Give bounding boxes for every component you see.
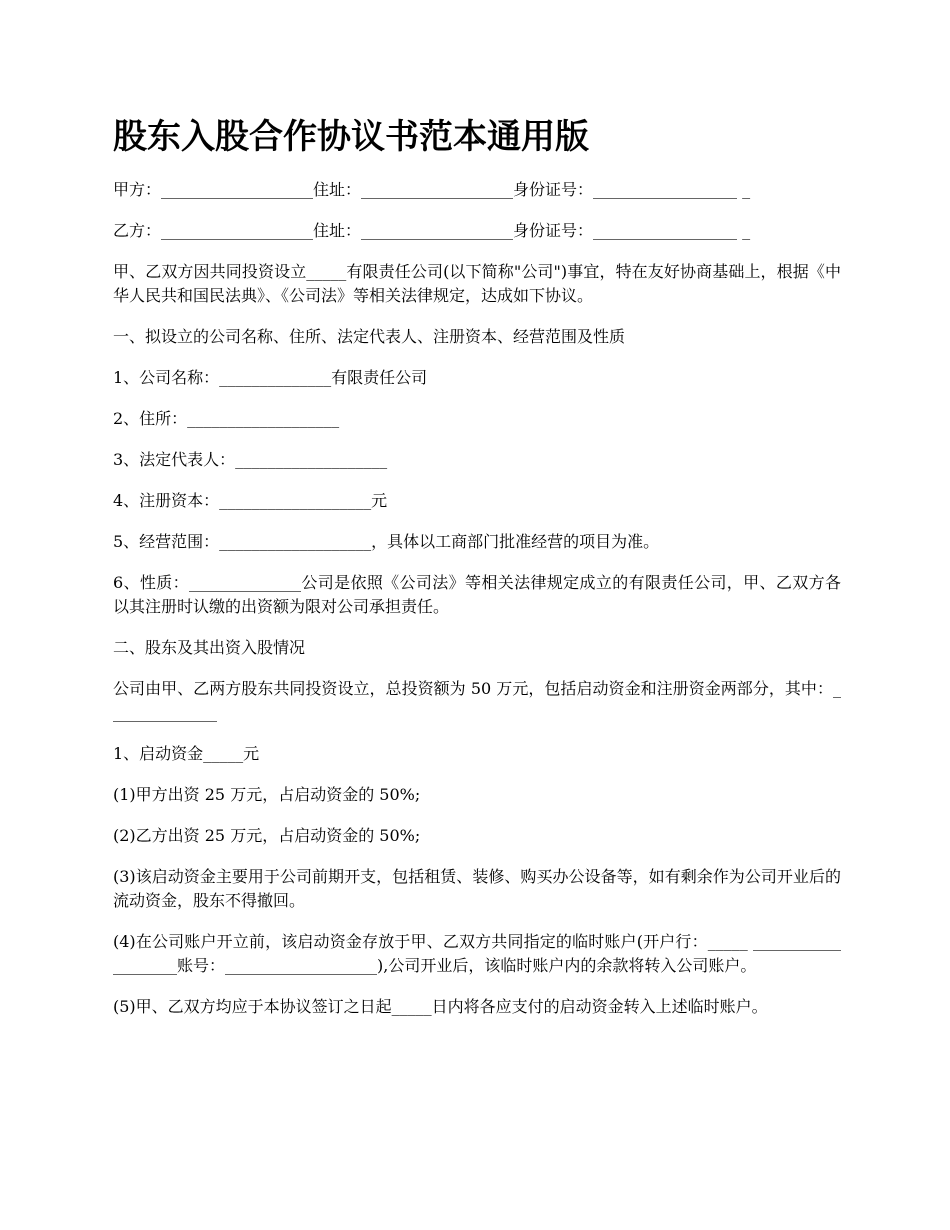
clause-3-paragraph: (3)该启动资金主要用于公司前期开支，包括租赁、装修、购买办公设备等，如有剩余作为公司开业后的流动资金，股东不得撤回。: [113, 867, 841, 910]
party-b-line: 乙方：___________________住址：___________________身份证号：__________________ _: [113, 221, 751, 240]
preamble-paragraph: 甲、乙双方因共同投资设立_____有限责任公司(以下简称"公司")事宜，特在友好协商基础上，根据《中华人民共和国民法典》、《公司法》等相关法律规定，达成如下协议。: [113, 262, 841, 305]
section-heading-1: 一、拟设立的公司名称、住所、法定代表人、注册资本、经营范围及性质: [113, 327, 626, 346]
legal-representative-line: 3、法定代表人：___________________: [113, 450, 388, 469]
document-title: 股东入股合作协议书范本通用版: [113, 117, 589, 157]
company-nature-paragraph: 6、性质：______________公司是依照《公司法》等相关法律规定成立的有限责任公司，甲、乙双方各以其注册时认缴的出资额为限对公司承担责任。: [113, 573, 841, 616]
document-page: [113, 108, 841, 1036]
investment-paragraph: 公司由甲、乙两方股东共同投资设立，总投资额为 50 万元，包括启动资金和注册资金两部分，其中：______________: [113, 679, 841, 722]
clause-5-paragraph: (5)甲、乙双方均应于本协议签订之日起_____日内将各应支付的启动资金转入上述临时账户。: [113, 997, 768, 1016]
company-name-line: 1、公司名称：______________有限责任公司: [113, 368, 428, 387]
section-heading-2: 二、股东及其出资入股情况: [113, 638, 306, 657]
clause-1-paragraph: (1)甲方出资 25 万元，占启动资金的 50%;: [113, 785, 421, 804]
party-a-line: 甲方：___________________住址：___________________身份证号：__________________ _: [113, 180, 751, 199]
clause-2-paragraph: (2)乙方出资 25 万元，占启动资金的 50%;: [113, 826, 421, 845]
clause-4-paragraph: (4)在公司账户开立前，该启动资金存放于甲、乙双方共同指定的临时账户(开户行：_____ ___________________账号：___________________),公司开业后，该临时账户内的余款将转入公司账户。: [113, 932, 841, 975]
startup-capital-line: 1、启动资金_____元: [113, 744, 260, 763]
address-line: 2、住所：___________________: [113, 409, 340, 428]
registered-capital-line: 4、注册资本：___________________元: [113, 491, 388, 510]
business-scope-line: 5、经营范围：___________________，具体以工商部门批准经营的项目为准。: [113, 532, 660, 551]
